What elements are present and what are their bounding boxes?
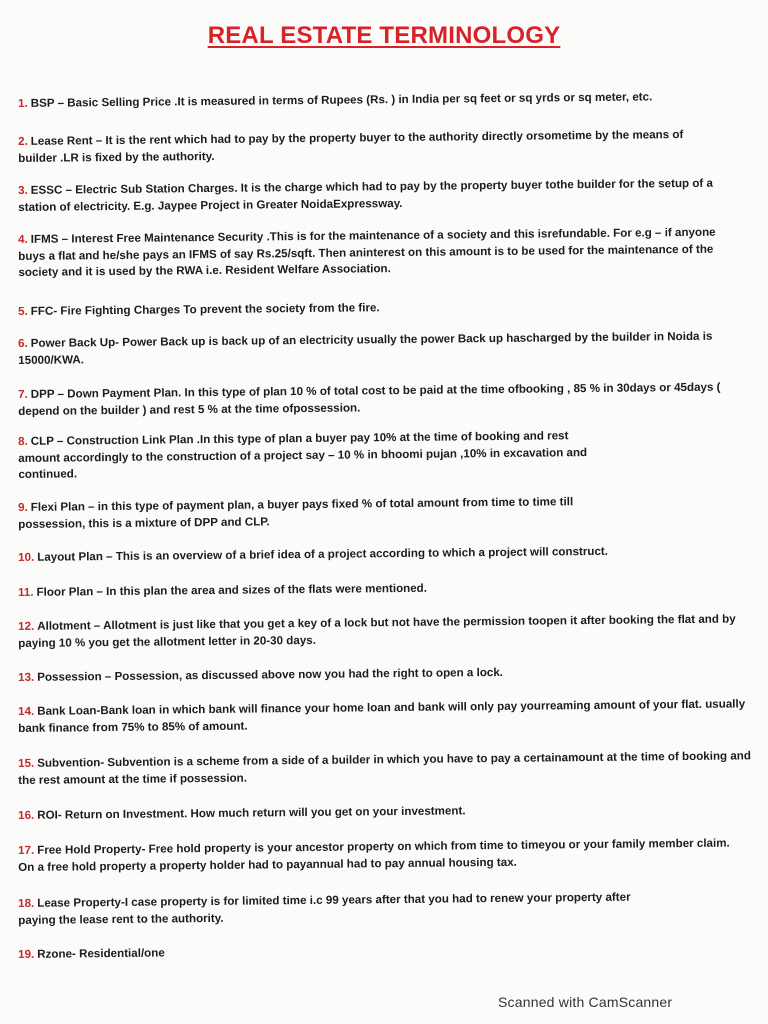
term-text: BSP – Basic Selling Price .It is measured in terms of Rupees (Rs. ) in India per sq feet or sq yrds or sq meter, etc. [30, 90, 653, 110]
term-item [18, 835, 738, 876]
term-item [18, 611, 748, 652]
term-number: 7. [18, 387, 28, 401]
term-number: 16. [18, 808, 35, 822]
term-item [18, 748, 758, 789]
term-text: CLP – Construction Link Plan .In this type of plan a buyer pay 10% at the time of booking and rest amount accordingly to the construction of a project say – 10 % in bhoomi pujan ,10% in excavation and continued. [18, 429, 588, 481]
term-number: 6. [18, 336, 28, 350]
term-item [18, 428, 610, 484]
term-item [18, 577, 760, 601]
term-text: IFMS – Interest Free Maintenance Security .This is for the maintenance of a society and this isrefundable. For e.g – if anyone buys a flat and he/she pays an IFMS of say Rs.25/sqft. Then aninterest on this amount is to be used for the maintenance of the society and it is used by the RWA i.e. Resident Welfare Association. [18, 225, 716, 279]
term-item [18, 800, 760, 824]
term-item [18, 127, 718, 167]
term-number: 13. [18, 670, 35, 684]
term-number: 17. [18, 843, 35, 857]
term-text: Possession – Possession, as discussed above now you had the right to open a lock. [37, 665, 504, 684]
term-text: Lease Rent – It is the rent which had to pay by the property buyer to the authority directly orsometime by the means of builder .LR is fixed by the authority. [18, 128, 684, 165]
term-item [18, 542, 760, 566]
term-item [18, 939, 760, 963]
term-number: 18. [18, 896, 35, 910]
term-item [18, 889, 648, 929]
term-text: FFC- Fire Fighting Charges To prevent the society from the fire. [30, 301, 380, 318]
term-item [18, 224, 744, 281]
term-text: DPP – Down Payment Plan. In this type of plan 10 % of total cost to be paid at the time ofbooking , 85 % in 30days or 45days ( depend on the builder ) and rest 5 % at the time ofpossession. [18, 380, 721, 418]
term-number: 19. [18, 947, 35, 961]
term-number: 10. [18, 550, 35, 564]
term-number: 3. [18, 183, 28, 197]
term-text: Floor Plan – In this plan the area and sizes of the flats were mentioned. [36, 581, 428, 599]
term-number: 8. [18, 434, 28, 448]
term-text: Power Back Up- Power Back up is back up of an electricity usually the power Back up hascharged by the builder in Noida is 15000/KWA. [18, 329, 713, 367]
term-text: Subvention- Subvention is a scheme from a side of a builder in which you have to pay a certainamount at the time of booking and the rest amount at the time if possession. [18, 749, 752, 787]
term-number: 5. [18, 304, 28, 318]
term-item [18, 175, 736, 216]
term-item [18, 662, 760, 686]
term-item [18, 296, 760, 320]
term-text: Allotment – Allotment is just like that you get a key of a lock but not have the permission toopen it after booking the flat and by paying 10 % you get the allotment letter in 20-30 days. [18, 612, 736, 650]
term-item [18, 380, 730, 420]
term-number: 14. [18, 704, 35, 718]
term-text: Layout Plan – This is an overview of a brief idea of a project according to which a project will construct. [37, 544, 609, 564]
term-item [18, 494, 608, 533]
scanner-watermark: Scanned with CamScanner [498, 994, 673, 1010]
term-text: Lease Property-I case property is for limited time i.c 99 years after that you had to renew your property after paying the lease rent to the authority. [18, 890, 631, 927]
term-item [18, 88, 760, 112]
term-text: Bank Loan-Bank loan in which bank will finance your home loan and bank will only pay yourreaming amount of your flat. usually bank finance from 75% to 85% of amount. [18, 697, 746, 735]
page-title: REAL ESTATE TERMINOLOGY [207, 22, 561, 49]
term-number: 9. [18, 500, 28, 514]
term-number: 1. [18, 96, 28, 110]
term-text: ESSC – Electric Sub Station Charges. It is the charge which had to pay by the property buyer tothe builder for the setup of a station of electricity. E.g. Jaypee Project in Greater NoidaExpressway. [18, 176, 713, 214]
term-number: 11. [18, 585, 34, 599]
term-number: 12. [18, 619, 35, 633]
term-item [18, 328, 740, 369]
term-text: ROI- Return on Investment. How much return will you get on your investment. [37, 804, 466, 822]
term-number: 15. [18, 756, 35, 770]
term-number: 2. [18, 134, 28, 148]
term-number: 4. [18, 232, 28, 246]
term-item [18, 696, 746, 737]
term-text: Free Hold Property- Free hold property is your ancestor property on which from time to timeyou or your family member claim. On a free hold property a property holder had to payannual had to pay annual housing tax. [18, 836, 730, 874]
term-text: Flexi Plan – in this type of payment plan, a buyer pays fixed % of total amount from time to time till possession, this is a mixture of DPP and CLP. [18, 495, 574, 531]
term-text: Rzone- Residential/one [37, 946, 165, 961]
